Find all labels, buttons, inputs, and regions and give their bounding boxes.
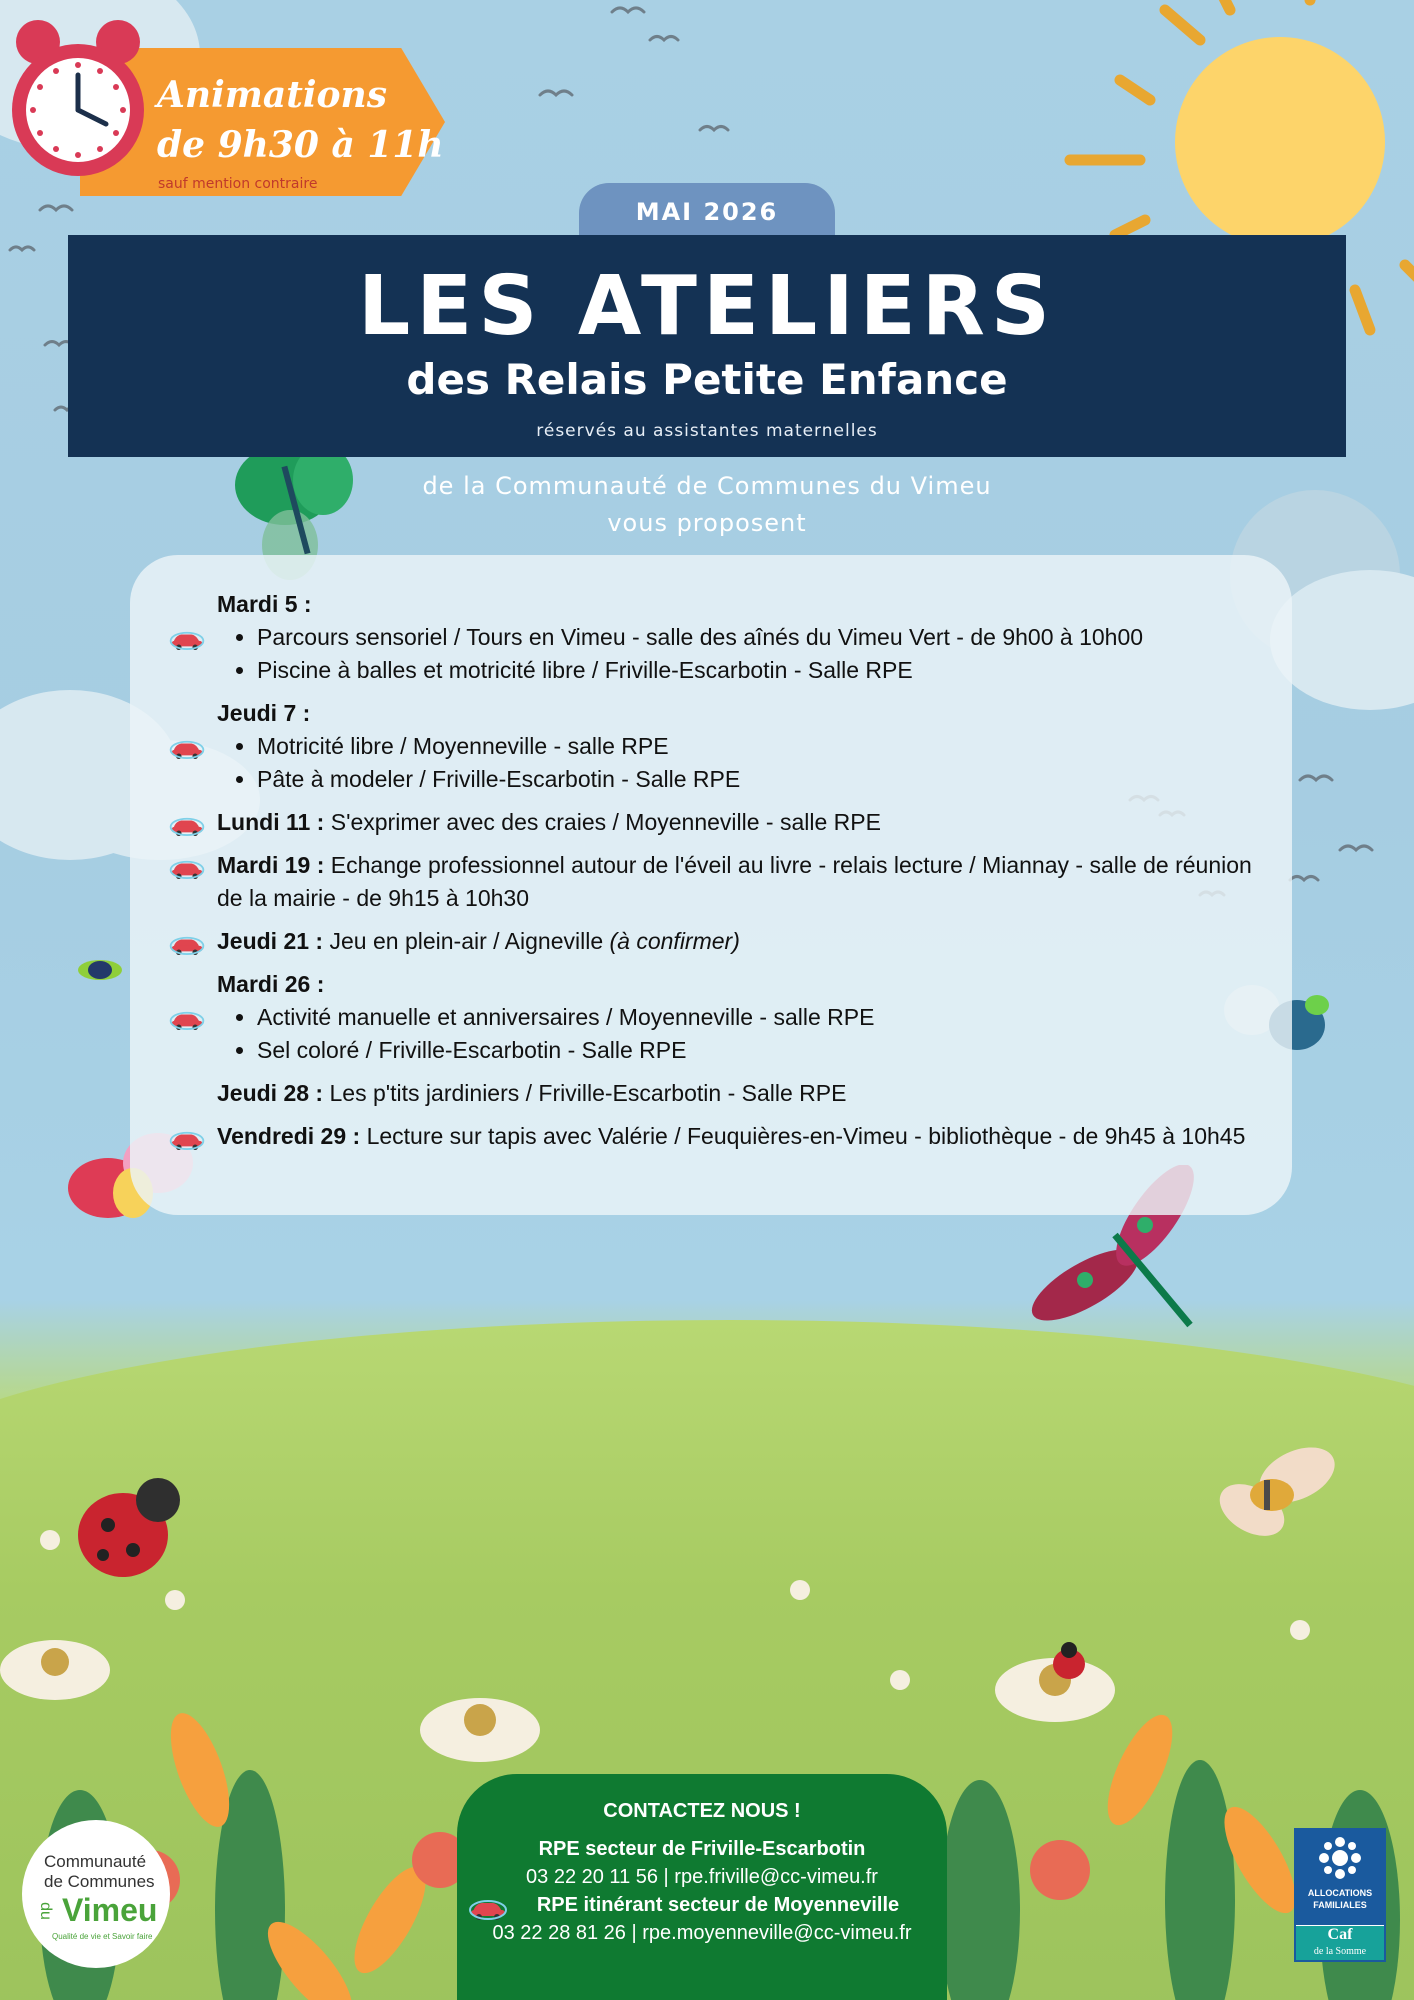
contact-title: CONTACTEZ NOUS ! (603, 1800, 801, 1822)
month-badge: MAI 2026 (579, 183, 835, 243)
logo-text: Caf (1327, 1926, 1353, 1943)
logo-text: Vimeu (62, 1892, 158, 1928)
entry-day: Jeudi 21 : (217, 928, 324, 954)
activity-item: • Pâte à modeler / Friville-Escarbotin - Salle RPE (257, 763, 1257, 796)
entry-day: Mardi 26 : (217, 971, 325, 997)
logo-text: FAMILIALES (1313, 1900, 1367, 1910)
activity-item: • Piscine à balles et motricité libre / Friville-Escarbotin - Salle RPE (257, 654, 1257, 687)
program-entry (217, 968, 1257, 1067)
program-entry (217, 1120, 1257, 1153)
program-entry (217, 849, 1257, 915)
entry-day: Mardi 19 : (217, 852, 325, 878)
ccv-logo (22, 1820, 170, 1968)
animations-title: Animations (157, 74, 387, 116)
entry-text: S'exprimer avec des craies / Moyenneville - salle RPE (330, 809, 881, 835)
organizer-line-2: vous proposent (607, 509, 807, 537)
entry-day: Jeudi 7 : (217, 700, 311, 726)
entry-text: Lecture sur tapis avec Valérie / Feuquières-en-Vimeu - bibliothèque - de 9h45 à 10h45 (366, 1123, 1246, 1149)
entry-note: (à confirmer) (609, 928, 740, 954)
car-icon (169, 1006, 205, 1026)
activity-item: • Motricité libre / Moyenneville - salle RPE (257, 730, 1257, 763)
car-icon (169, 735, 205, 755)
ladybug-icon (48, 1455, 198, 1600)
contact-moyenneville-info: 03 22 28 81 26 | rpe.moyenneville@cc-vimeu.fr (492, 1922, 912, 1944)
entry-day: Vendredi 29 : (217, 1123, 361, 1149)
contact-sector-moyenneville: RPE itinérant secteur de Moyenneville (536, 1894, 900, 1916)
entry-text: Jeu en plein-air / Aigneville (329, 928, 604, 954)
logo-text: de Communes (44, 1872, 155, 1891)
entry-day: Mardi 5 : (217, 591, 312, 617)
activity-item: • Sel coloré / Friville-Escarbotin - Salle RPE (257, 1034, 1257, 1067)
program-entry (217, 1077, 1257, 1110)
animations-note: sauf mention contraire (158, 176, 318, 192)
bee-icon (70, 948, 130, 993)
car-icon (169, 812, 205, 832)
program-entry (217, 925, 1257, 958)
logo-text: ALLOCATIONS (1307, 1888, 1373, 1898)
car-icon (469, 1898, 507, 1920)
program-entry (217, 588, 1257, 687)
page-title: LES ATELIERS (358, 259, 1056, 354)
car-icon (169, 855, 205, 875)
logo-text: de la Somme (1313, 1946, 1367, 1957)
alarm-clock-icon (8, 20, 150, 180)
program-list (217, 588, 1257, 1163)
entry-text: Echange professionnel autour de l'éveil au livre - relais lecture / Miannay - salle de réunion de la mairie - de 9h15 à 10h30 (217, 852, 1252, 911)
logo-text: Communauté (44, 1852, 147, 1871)
activity-list (217, 1001, 1257, 1067)
contact-friville-info: 03 22 20 11 56 | rpe.friville@cc-vimeu.fr (526, 1866, 878, 1888)
car-icon (169, 1126, 205, 1146)
bee-icon (1212, 1440, 1342, 1555)
activity-list (217, 621, 1257, 687)
page-subtitle: des Relais Petite Enfance (406, 355, 1008, 404)
activity-item: • Activité manuelle et anniversaires / Moyenneville - salle RPE (257, 1001, 1257, 1034)
entry-day: Jeudi 28 : (217, 1080, 324, 1106)
car-icon (169, 626, 205, 646)
car-icon (169, 931, 205, 951)
organizer-line: de la Communauté de Communes du Vimeu (422, 472, 992, 500)
activity-list (217, 730, 1257, 796)
contact-box (457, 1774, 947, 2000)
audience-note: réservés au assistantes maternelles (536, 421, 878, 441)
program-entry (217, 806, 1257, 839)
program-entry (217, 697, 1257, 796)
animations-hours: de 9h30 à 11h (157, 124, 444, 166)
contact-sector-friville: RPE secteur de Friville-Escarbotin (538, 1838, 866, 1860)
entry-day: Lundi 11 : (217, 809, 325, 835)
logo-text: du (36, 1902, 54, 1920)
caf-emblem-icon (1318, 1836, 1362, 1880)
ladybug-icon (1045, 1638, 1093, 1684)
caf-logo (1294, 1828, 1386, 1962)
entry-text: Les p'tits jardiniers / Friville-Escarbotin - Salle RPE (329, 1080, 847, 1106)
activity-item: • Parcours sensoriel / Tours en Vimeu - salle des aînés du Vimeu Vert - de 9h00 à 10h00 (257, 621, 1257, 654)
logo-text: Qualité de vie et Savoir faire (52, 1932, 153, 1941)
